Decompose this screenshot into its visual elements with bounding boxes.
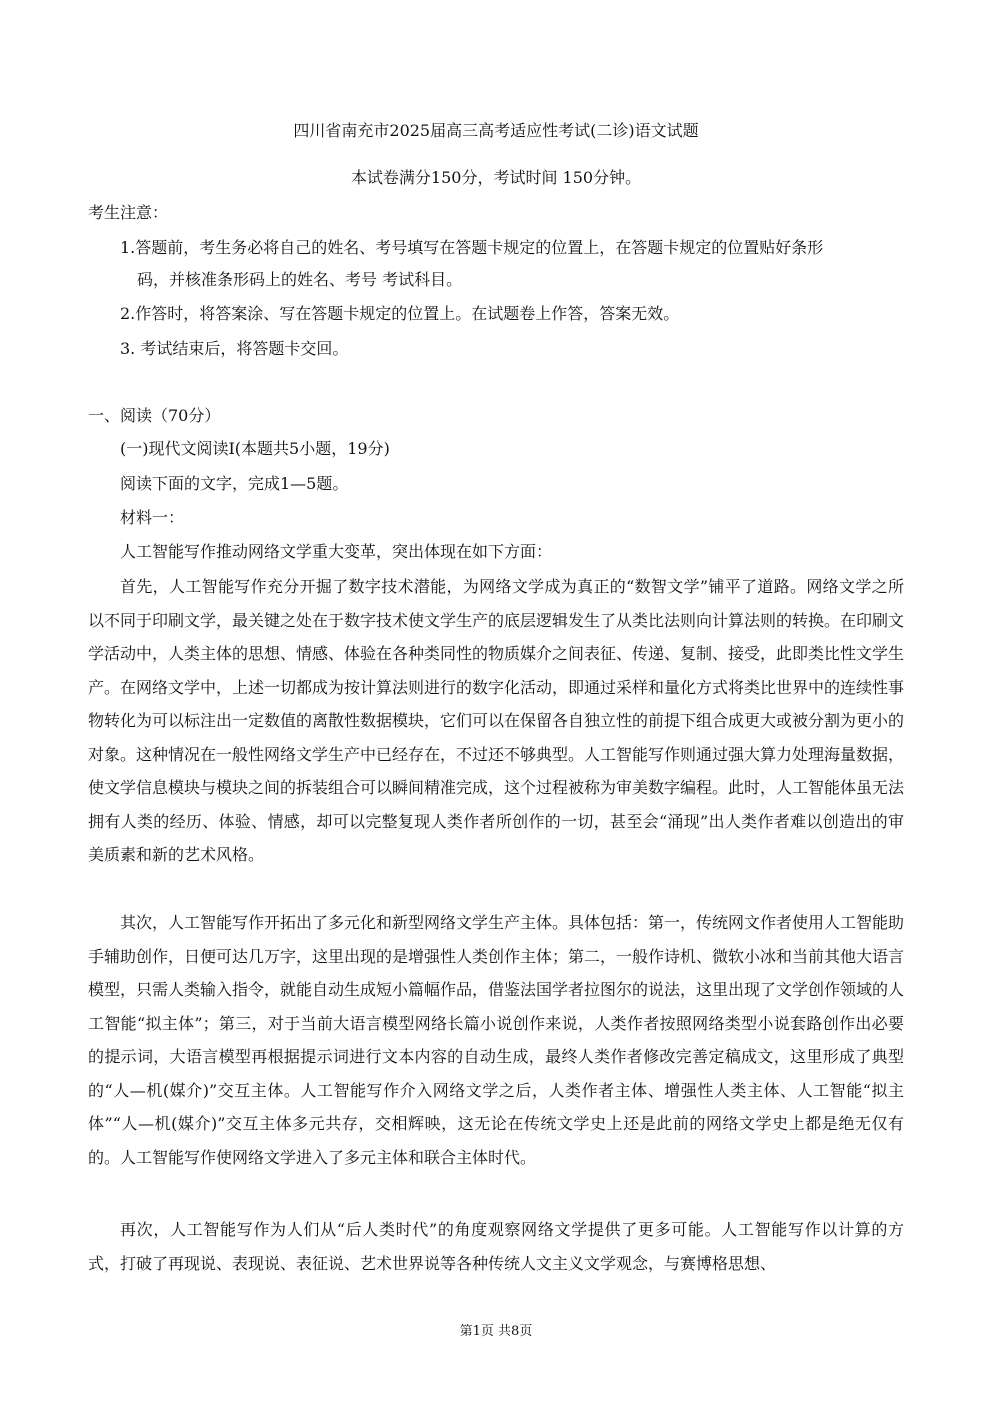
material-label: 材料一：: [120, 508, 185, 527]
exam-info: 本试卷满分150分，考试时间 150分钟。: [350, 168, 642, 187]
section-heading: 一、阅读（70分）: [88, 406, 221, 425]
paragraph-3: 再次，人工智能写作为人们从“后人类时代”的角度观察网络文学提供了更多可能。人工智能写作以计算的方式，打破了再现说、表现说、表征说、艺术世界说等各种传统人文主义文学观念，与赛博格思想、: [88, 1220, 904, 1273]
notice-item-1: 1.答题前，考生务必将自己的姓名、考号填写在答题卡规定的位置上，在答题卡规定的位置贴好条形: [120, 238, 824, 257]
material-intro: 人工智能写作推动网络文学重大变革，突出体现在如下方面：: [120, 542, 553, 561]
page-title: 四川省南充市2025届高三高考适应性考试(二诊)语文试题: [293, 121, 699, 140]
notice-item-1-cont: 码，并核准条形码上的姓名、考号 考试科目。: [137, 270, 463, 289]
notice-item-2: 2.作答时，将答案涂、写在答题卡规定的位置上。在试题卷上作答，答案无效。: [120, 304, 680, 323]
subsection-heading: (一)现代文阅读Ⅰ(本题共5小题，19分): [120, 439, 390, 458]
notice-item-3: 3. 考试结束后，将答题卡交回。: [120, 339, 349, 358]
notice-heading: 考生注意：: [88, 203, 169, 222]
paragraph-1: 首先，人工智能写作充分开掘了数字技术潜能，为网络文学成为真正的“数智文学”铺平了道路。网络文学之所以不同于印刷文学，最关键之处在于数字技术使文学生产的底层逻辑发生了从类比法则向计算法则的转换。在印刷文学活动中，人类主体的思想、情感、体验在各种类同性的物质媒介之间表征、传递、复制、接受，此即类比性文学生产。在网络文学中，上述一切都成为按计算法则进行的数字化活动，即通过采样和量化方式将类比世界中的连续性事物转化为可以标注出一定数值的离散性数据模块，它们可以在保留各自独立性的前提下组合成更大或被分割为更小的对象。这种情况在一般性网络文学生产中已经存在，不过还不够典型。人工智能写作则通过强大算力处理海量数据，使文学信息模块与模块之间的拆装组合可以瞬间精准完成，这个过程被称为审美数字编程。此时，人工智能体虽无法拥有人类的经历、体验、情感，却可以完整复现人类作者所创作的一切，甚至会“涌现”出人类作者难以创造出的审美质素和新的艺术风格。: [88, 577, 905, 864]
reading-instruction: 阅读下面的文字，完成1—5题。: [120, 474, 349, 493]
paragraph-2: 其次，人工智能写作开拓出了多元化和新型网络文学生产主体。具体包括：第一，传统网文作者使用人工智能助手辅助创作，日便可达几万字，这里出现的是增强性人类创作主体；第二，一般作诗机、微软小冰和当前其他大语言模型，只需人类输入指令，就能自动生成短小篇幅作品，借鉴法国学者拉图尔的说法，这里出现了文学创作领域的人工智能“拟主体”；第三，对于当前大语言模型网络长篇小说创作来说，人类作者按照网络类型小说套路创作出必要的提示词，大语言模型再根据提示词进行文本内容的自动生成，最终人类作者修改完善定稿成文，这里形成了典型的“人—机(媒介)”交互主体。人工智能写作介入网络文学之后，人类作者主体、增强性人类主体、人工智能“拟主体”“人—机(媒介)”交互主体多元共存，交相辉映，这无论在传统文学史上还是此前的网络文学史上都是绝无仅有的。人工智能写作使网络文学进入了多元主体和联合主体时代。: [88, 913, 905, 1167]
page-number: 第1页 共8页: [459, 1324, 533, 1339]
